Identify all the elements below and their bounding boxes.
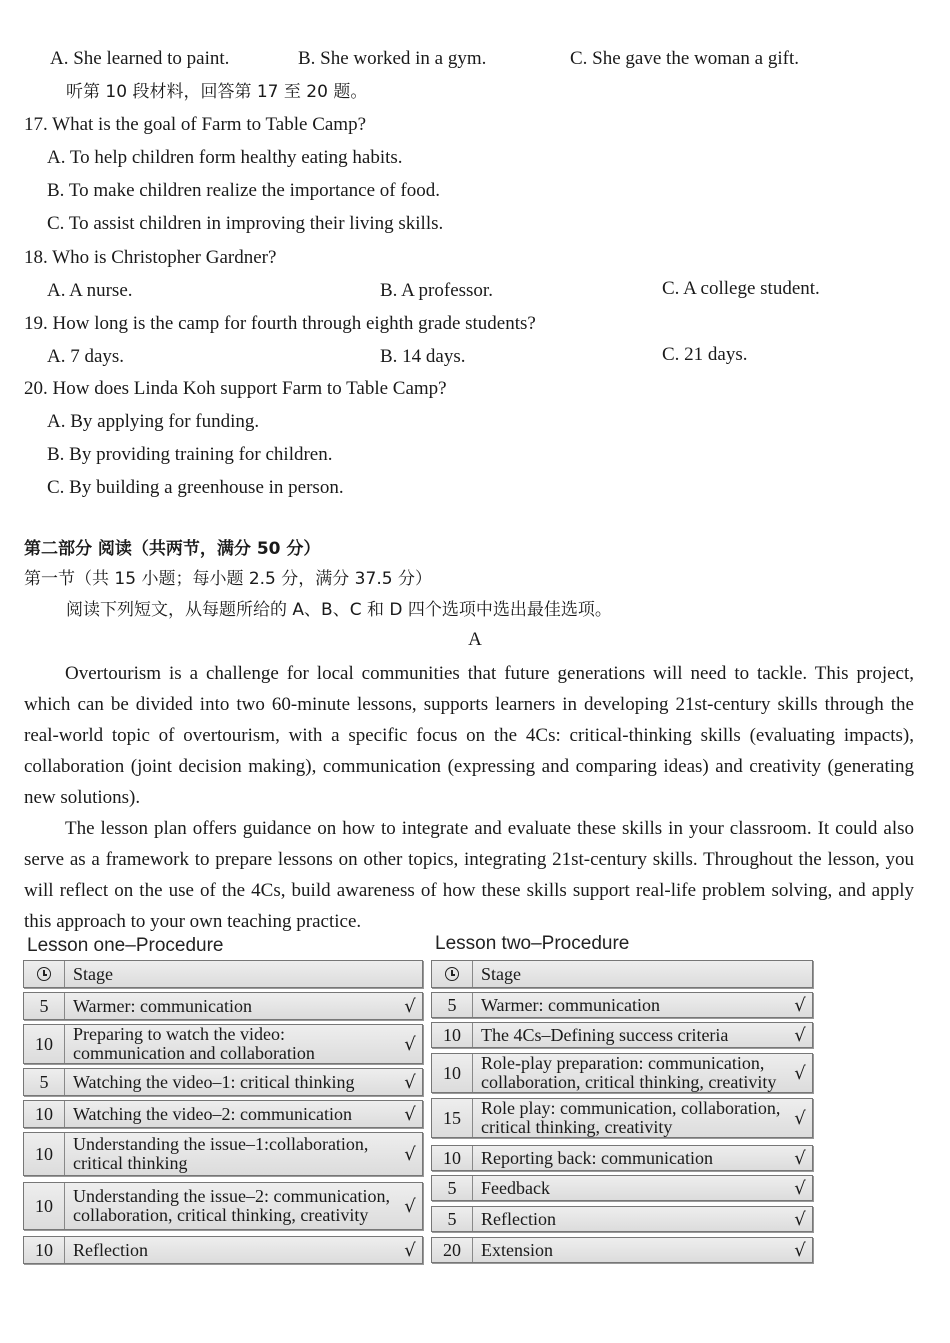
- lesson-two-header-time: [432, 961, 473, 987]
- minutes-cell: 10: [24, 1101, 65, 1127]
- q20-option-c: C. By building a greenhouse in person.: [47, 477, 344, 498]
- table-row: [23, 1024, 423, 1064]
- q20-option-a: A. By applying for funding.: [47, 411, 260, 432]
- lesson-two-header-stage: Stage: [481, 963, 521, 984]
- minutes-cell: 10: [24, 1025, 65, 1063]
- check-icon: √: [794, 1062, 806, 1084]
- stage-cell: Watching the video–2: communication: [73, 1103, 352, 1124]
- stage-cell: Understanding the issue–2: communication, collaboration, critical thinking, creativity: [73, 1186, 390, 1225]
- section1-heading: 第一节（共 15 小题；每小题 2.5 分，满分 37.5 分）: [24, 569, 432, 589]
- q20-stem: 20. How does Linda Koh support Farm to Table Camp?: [24, 378, 447, 399]
- stage-cell: Understanding the issue–1:collaboration, critical thinking: [73, 1134, 369, 1173]
- minutes-cell: 10: [24, 1183, 65, 1229]
- minutes-cell: 10: [432, 1054, 473, 1092]
- clock-icon: [37, 967, 51, 981]
- minutes-cell: 10: [24, 1133, 65, 1175]
- stage-cell: Reporting back: communication: [481, 1147, 713, 1168]
- q17-option-a: A. To help children form healthy eating habits.: [47, 147, 403, 168]
- stage-cell: Reflection: [73, 1239, 148, 1260]
- lesson-one-header-time: [24, 961, 65, 987]
- table-row: [431, 1053, 813, 1093]
- stage-cell: Feedback: [481, 1177, 550, 1198]
- q17-stem: 17. What is the goal of Farm to Table Camp?: [24, 114, 367, 135]
- clock-icon: [445, 967, 459, 981]
- table-row: [23, 1182, 423, 1230]
- reading-instruction: 阅读下列短文，从每题所给的 A、B、C 和 D 四个选项中选出最佳选项。: [66, 600, 612, 620]
- table-row: [23, 1068, 423, 1096]
- check-icon: √: [404, 1033, 416, 1055]
- table-row: [431, 1175, 813, 1201]
- lesson-one-header-stage: Stage: [73, 963, 113, 984]
- q19-stem: 19. How long is the camp for fourth through eighth grade students?: [24, 313, 536, 334]
- table-row: [23, 1132, 423, 1176]
- minutes-cell: 5: [432, 1176, 473, 1200]
- minutes-cell: 5: [24, 1069, 65, 1095]
- q16-option-a: A. She learned to paint.: [50, 48, 230, 69]
- minutes-cell: 10: [432, 1146, 473, 1170]
- check-icon: √: [404, 1103, 416, 1125]
- table-row: [431, 1237, 813, 1263]
- check-icon: √: [794, 1177, 806, 1199]
- table-row: [431, 1145, 813, 1171]
- stage-cell: Preparing to watch the video: communication and collaboration: [73, 1024, 315, 1063]
- table-row: [431, 1206, 813, 1232]
- stage-cell: Role-play preparation: communication, collaboration, critical thinking, creativity: [481, 1053, 777, 1092]
- check-icon: √: [404, 995, 416, 1017]
- minutes-cell: 5: [24, 993, 65, 1019]
- passage-paragraph-2: The lesson plan offers guidance on how to integrate and evaluate these skills in your classroom. It could also serve as a framework to prepare lessons on other topics, integrating 21st-century skills. Throughout the lesson, you will reflect on the use of the 4Cs, build awareness of how these skills support real-life problem solving, and apply this approach to your own teaching practice.: [24, 818, 914, 932]
- minutes-cell: 15: [432, 1099, 473, 1137]
- q20-option-b: B. By providing training for children.: [47, 444, 333, 465]
- lesson-one-header-row: [23, 960, 423, 988]
- minutes-cell: 20: [432, 1238, 473, 1262]
- table-row: [23, 1236, 423, 1264]
- passage-paragraph-1: Overtourism is a challenge for local communities that future generations will need to tackle. This project, which can be divided into two 60-minute lessons, supports learners in developing 21st-century skills through the real-world topic of overtourism, with a specific focus on the 4Cs: critical-thinking skills (evaluating impacts), collaboration (joint decision making), communication (expressing and comparing ideas) and creativity (generating new solutions).: [24, 663, 914, 808]
- q16-option-c: C. She gave the woman a gift.: [570, 48, 800, 69]
- table-row: [431, 992, 813, 1018]
- q19-option-a: A. 7 days.: [47, 346, 125, 367]
- stage-cell: Extension: [481, 1239, 553, 1260]
- q16-option-b: B. She worked in a gym.: [298, 48, 487, 69]
- check-icon: √: [794, 1147, 806, 1169]
- check-icon: √: [404, 1071, 416, 1093]
- table-row: [23, 992, 423, 1020]
- q17-option-c: C. To assist children in improving their living skills.: [47, 213, 444, 234]
- check-icon: √: [794, 1239, 806, 1261]
- minutes-cell: 10: [432, 1023, 473, 1047]
- check-icon: √: [404, 1143, 416, 1165]
- q18-option-b: B. A professor.: [380, 280, 493, 301]
- q19-option-b: B. 14 days.: [380, 346, 466, 367]
- q18-option-a: A. A nurse.: [47, 280, 133, 301]
- lesson-one-table: [23, 960, 423, 1270]
- part2-heading: 第二部分 阅读（共两节，满分 50 分）: [24, 539, 321, 559]
- check-icon: √: [794, 1107, 806, 1129]
- passage-label: A: [468, 629, 482, 650]
- q17-option-b: B. To make children realize the importance of food.: [47, 180, 440, 201]
- lesson-one-title: Lesson one–Procedure: [27, 935, 224, 956]
- stage-cell: Role play: communication, collaboration, critical thinking, creativity: [481, 1098, 781, 1137]
- q18-stem: 18. Who is Christopher Gardner?: [24, 247, 277, 268]
- minutes-cell: 5: [432, 1207, 473, 1231]
- minutes-cell: 5: [432, 993, 473, 1017]
- listen-instruction: 听第 10 段材料，回答第 17 至 20 题。: [66, 82, 368, 102]
- stage-cell: Watching the video–1: critical thinking: [73, 1071, 355, 1092]
- check-icon: √: [404, 1195, 416, 1217]
- table-row: [431, 1098, 813, 1138]
- stage-cell: Warmer: communication: [73, 995, 252, 1016]
- check-icon: √: [794, 994, 806, 1016]
- lesson-two-header-row: [431, 960, 813, 988]
- table-row: [431, 1022, 813, 1048]
- minutes-cell: 10: [24, 1237, 65, 1263]
- check-icon: √: [794, 1024, 806, 1046]
- stage-cell: Reflection: [481, 1208, 556, 1229]
- check-icon: √: [794, 1208, 806, 1230]
- table-row: [23, 1100, 423, 1128]
- q19-option-c: C. 21 days.: [662, 344, 748, 365]
- lesson-two-table: [431, 960, 813, 1265]
- stage-cell: Warmer: communication: [481, 994, 660, 1015]
- lesson-two-title: Lesson two–Procedure: [435, 933, 630, 954]
- check-icon: √: [404, 1239, 416, 1261]
- q18-option-c: C. A college student.: [662, 278, 820, 299]
- stage-cell: The 4Cs–Defining success criteria: [481, 1024, 729, 1045]
